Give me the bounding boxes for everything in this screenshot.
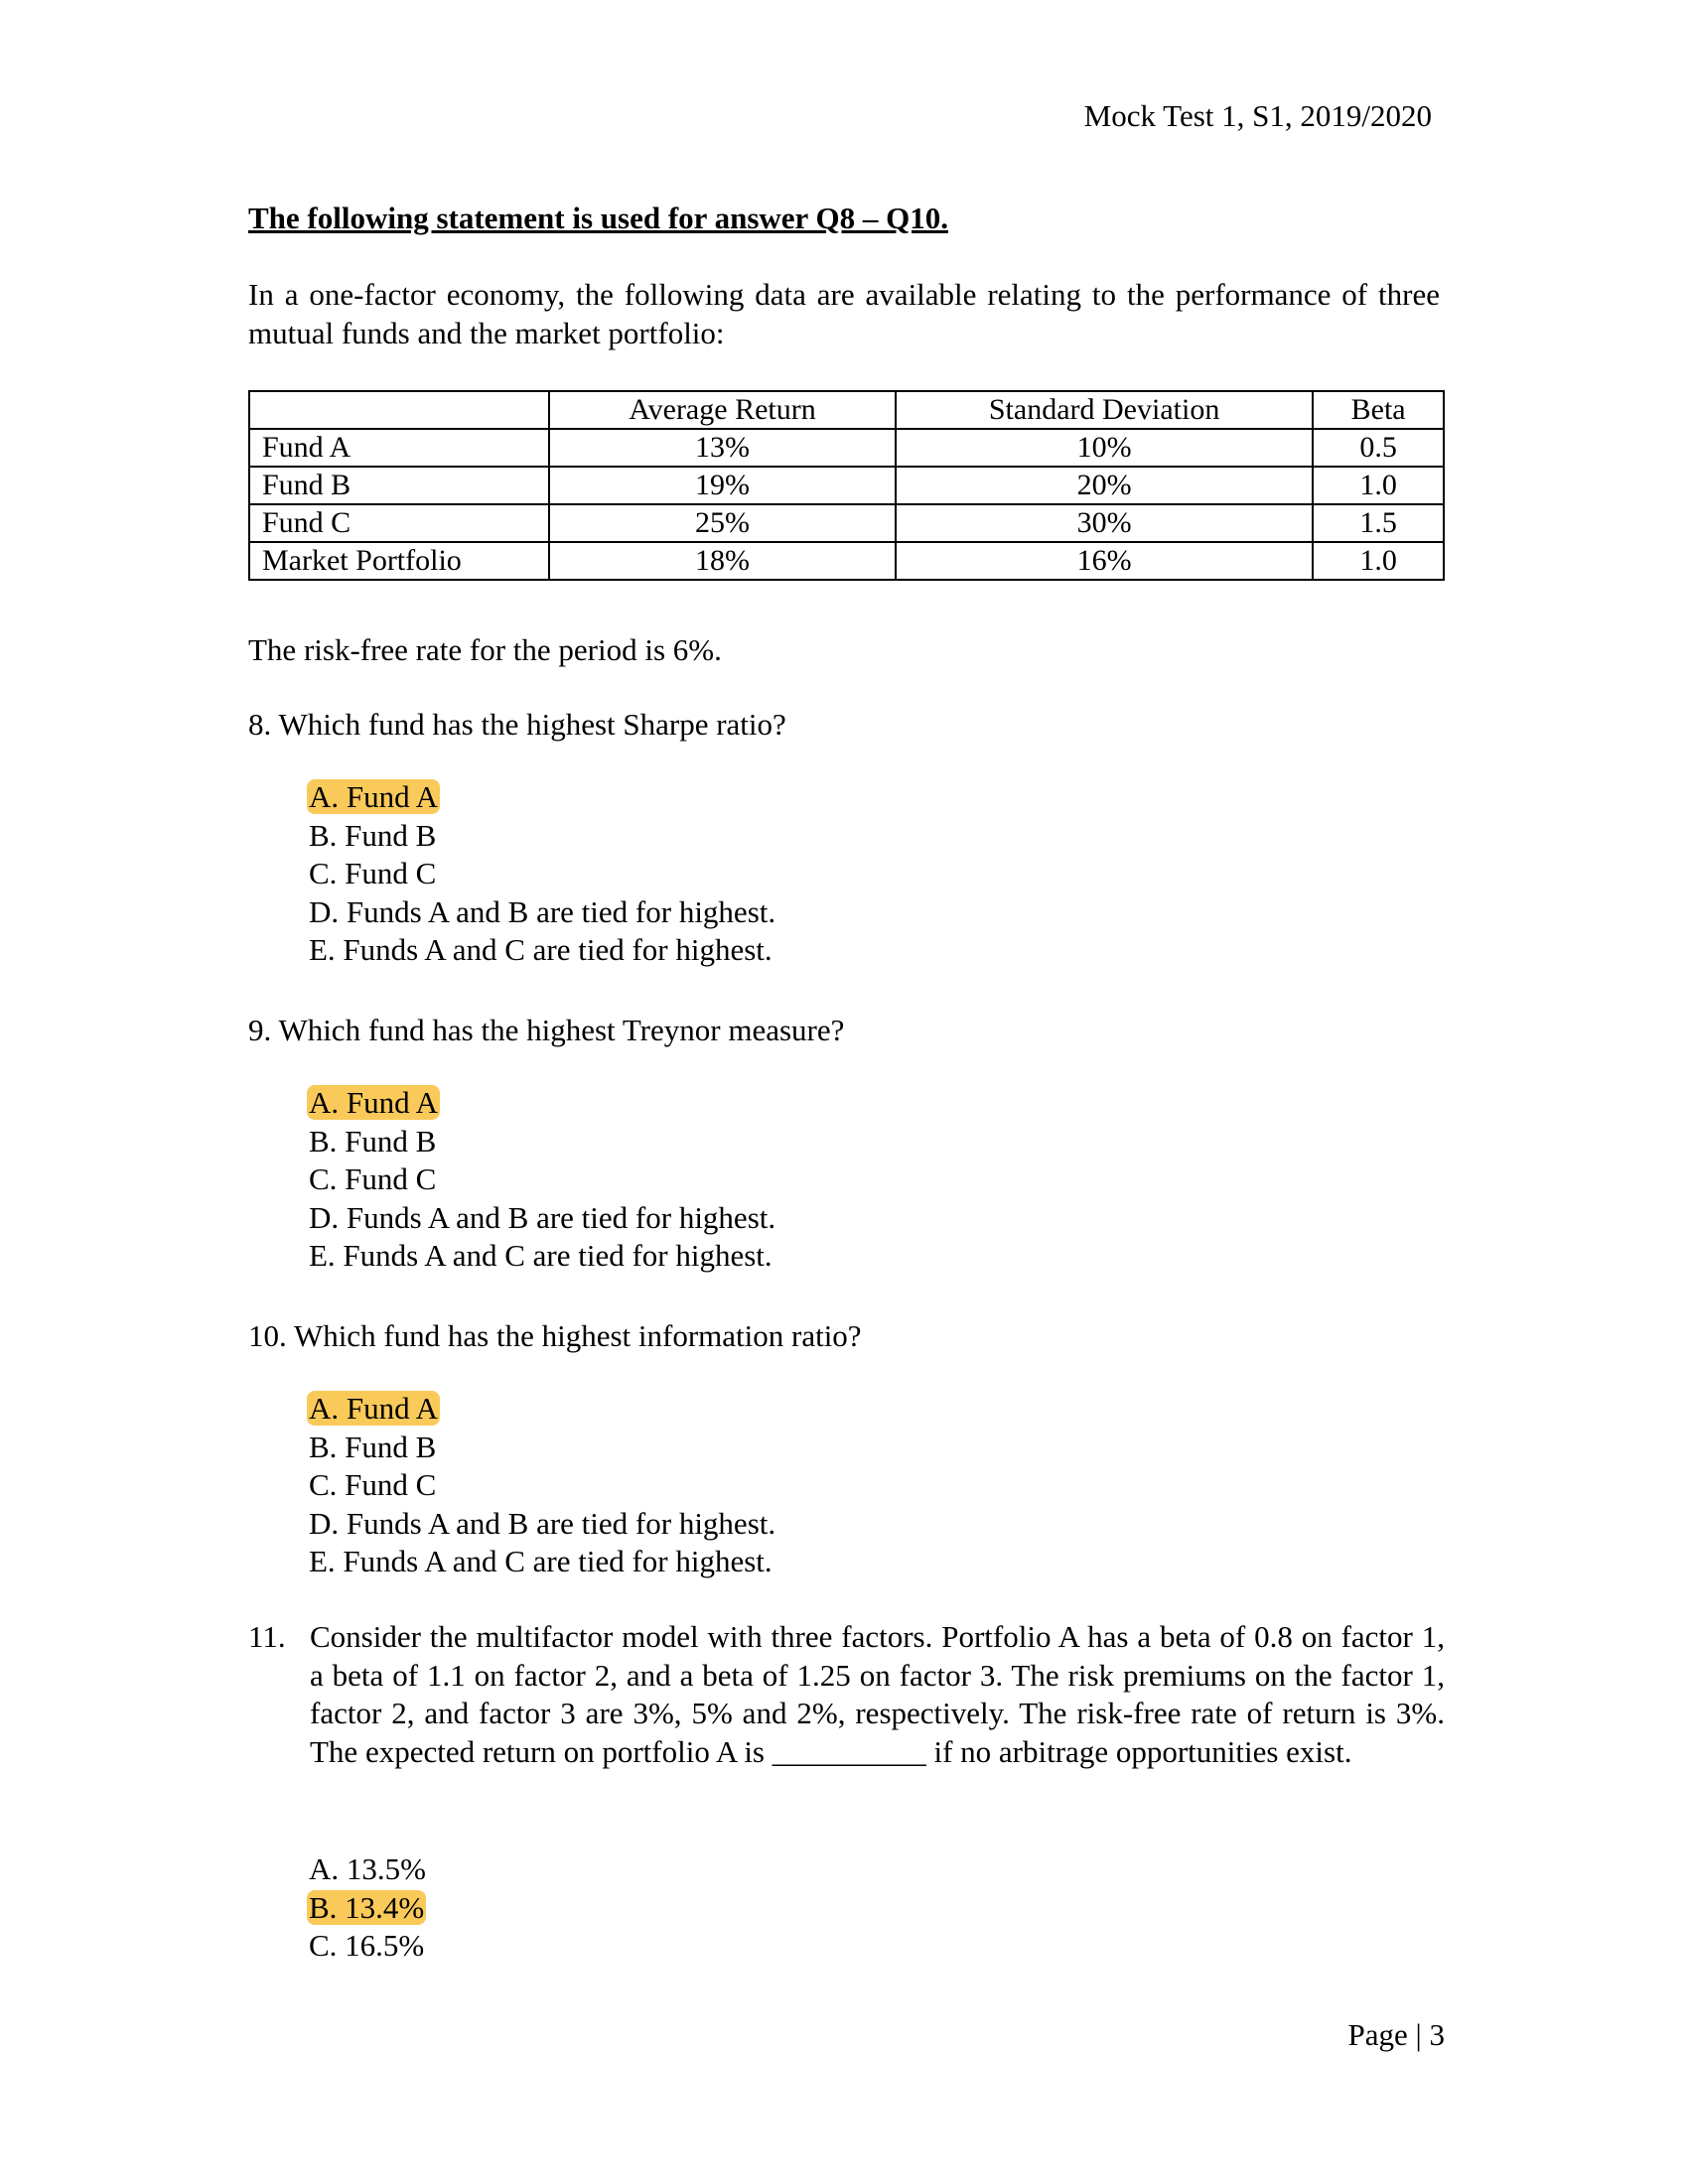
- question-8-options: [309, 778, 775, 970]
- option-a[interactable]: [309, 1390, 775, 1429]
- option-b[interactable]: B. Fund B: [309, 1429, 437, 1464]
- page-header: Mock Test 1, S1, 2019/2020: [1083, 98, 1432, 133]
- risk-free-statement: The risk-free rate for the period is 6%.: [248, 632, 722, 667]
- option-b[interactable]: [309, 1889, 426, 1928]
- table-cell: Fund C: [249, 504, 549, 542]
- option-c[interactable]: C. Fund C: [309, 1467, 437, 1502]
- question-11-options: [309, 1850, 426, 1966]
- table-cell: 25%: [549, 504, 896, 542]
- question-9: 9. Which fund has the highest Treynor measure?: [248, 1013, 845, 1047]
- question-8: 8. Which fund has the highest Sharpe ratio?: [248, 707, 786, 742]
- option-e[interactable]: E. Funds A and C are tied for highest.: [309, 932, 773, 967]
- table-cell: 10%: [896, 429, 1313, 467]
- table-cell: 13%: [549, 429, 896, 467]
- option-e[interactable]: E. Funds A and C are tied for highest.: [309, 1544, 773, 1578]
- option-a[interactable]: A. 13.5%: [309, 1851, 426, 1886]
- option-c[interactable]: C. 16.5%: [309, 1928, 425, 1963]
- table-cell: 19%: [549, 467, 896, 504]
- table-header-cell: Standard Deviation: [896, 391, 1313, 429]
- question-10: 10. Which fund has the highest information ratio?: [248, 1318, 862, 1353]
- table-cell: 30%: [896, 504, 1313, 542]
- page-number: Page | 3: [1347, 2017, 1445, 2052]
- table-row: [249, 467, 1444, 504]
- table-row: [249, 429, 1444, 467]
- highlighted-answer: B. 13.4%: [309, 1889, 425, 1925]
- question-text: Consider the multifactor model with three factors. Portfolio A has a beta of 0.8 on factor 1, a beta of 1.1 on factor 2, and a beta of 1.25 on factor 3. The risk premiums on the factor 1, factor 2, and factor 3 are 3%, 5% and 2%, respectively. The risk-free rate of return is 3%. The expected return on portfolio A is __________ if no arbitrage opportunities exist.: [310, 1619, 1445, 1769]
- table-cell: Market Portfolio: [249, 542, 549, 580]
- table-header-cell: Beta: [1313, 391, 1444, 429]
- option-e[interactable]: E. Funds A and C are tied for highest.: [309, 1238, 773, 1273]
- intro-paragraph: In a one-factor economy, the following data are available relating to the performance of three mutual funds and the market portfolio:: [248, 277, 1440, 350]
- highlighted-answer: A. Fund A: [309, 1085, 439, 1120]
- highlighted-answer: A. Fund A: [309, 779, 439, 814]
- table-cell: 1.0: [1313, 542, 1444, 580]
- option-b[interactable]: B. Fund B: [309, 1123, 437, 1159]
- question-9-options: [309, 1084, 775, 1276]
- table-row: [249, 504, 1444, 542]
- fund-data-table: [248, 390, 1445, 581]
- table-cell: 20%: [896, 467, 1313, 504]
- table-cell: Fund A: [249, 429, 549, 467]
- table-cell: 16%: [896, 542, 1313, 580]
- table-cell: 18%: [549, 542, 896, 580]
- table-cell: 0.5: [1313, 429, 1444, 467]
- option-c[interactable]: C. Fund C: [309, 856, 437, 890]
- question-11: [248, 1618, 1445, 1771]
- table-row: [249, 542, 1444, 580]
- table-cell: 1.5: [1313, 504, 1444, 542]
- option-a[interactable]: [309, 778, 775, 817]
- question-number: 11.: [248, 1619, 286, 1654]
- table-cell: Fund B: [249, 467, 549, 504]
- question-10-options: [309, 1390, 775, 1581]
- option-d[interactable]: D. Funds A and B are tied for highest.: [309, 1505, 776, 1541]
- option-b[interactable]: B. Fund B: [309, 817, 437, 853]
- option-c[interactable]: C. Fund C: [309, 1161, 437, 1196]
- highlighted-answer: A. Fund A: [309, 1391, 439, 1426]
- option-a[interactable]: [309, 1084, 775, 1123]
- table-header-cell: [249, 391, 549, 429]
- option-d[interactable]: D. Funds A and B are tied for highest.: [309, 893, 776, 929]
- table-header-cell: Average Return: [549, 391, 896, 429]
- table-header-row: [249, 391, 1444, 429]
- section-title: The following statement is used for answer Q8 – Q10.: [248, 201, 948, 235]
- option-d[interactable]: D. Funds A and B are tied for highest.: [309, 1199, 776, 1235]
- table-cell: 1.0: [1313, 467, 1444, 504]
